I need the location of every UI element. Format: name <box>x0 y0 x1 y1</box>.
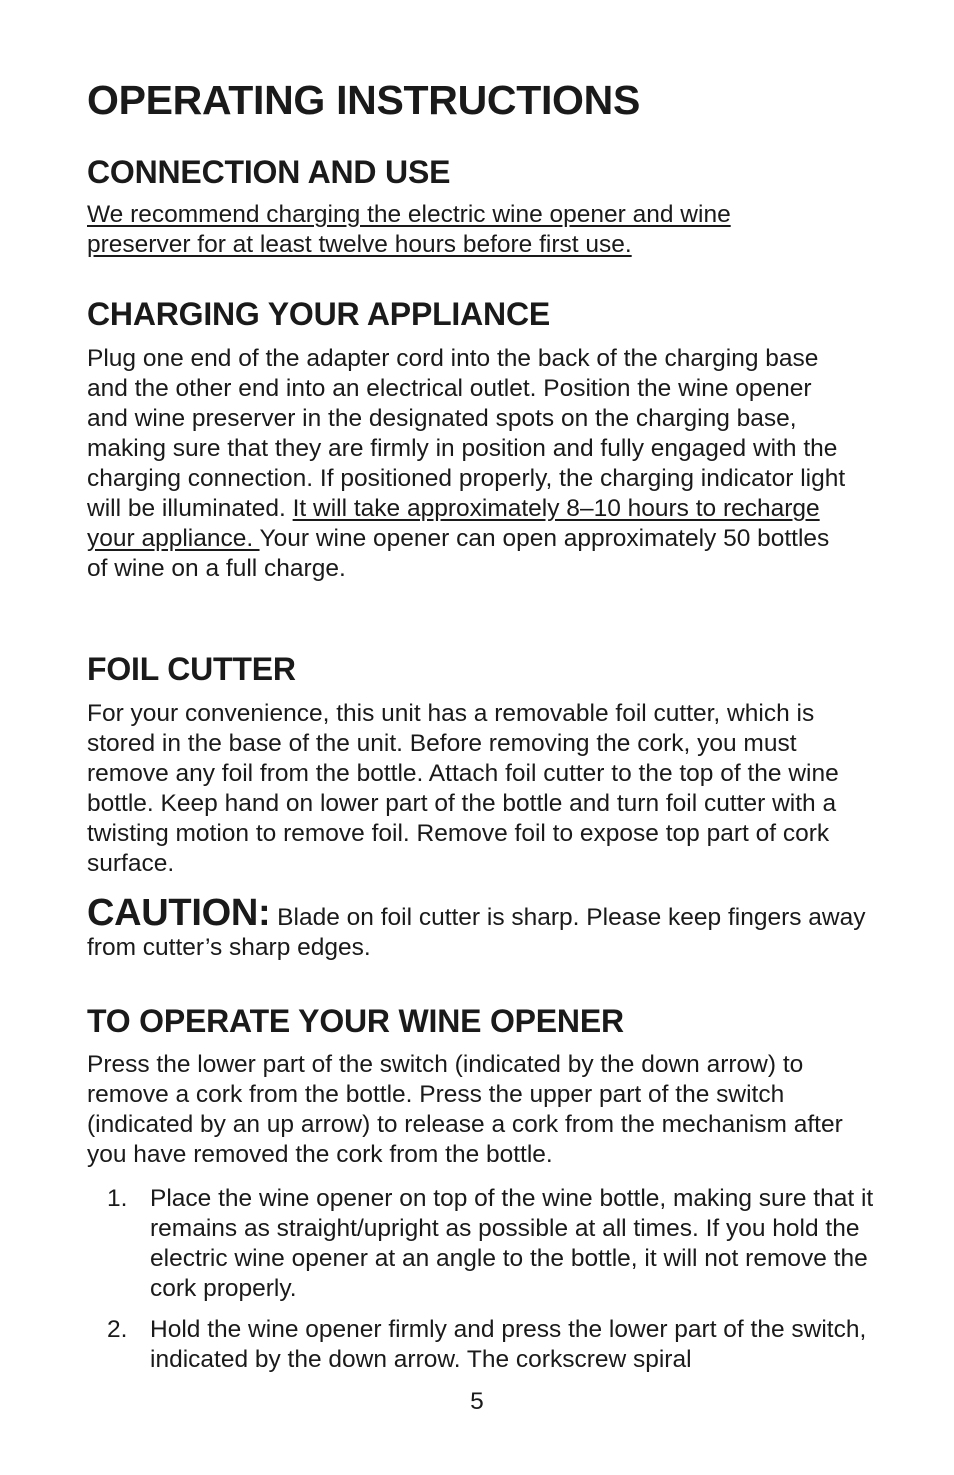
caution-label: CAUTION: <box>87 892 271 934</box>
list-item <box>87 1315 877 1375</box>
charging-body <box>87 344 852 584</box>
page-number: 5 <box>470 1388 484 1415</box>
foil-cutter-heading: FOIL CUTTER <box>87 651 296 687</box>
operate-body: Press the lower part of the switch (indicated by the down arrow) to remove a cork from the bottle. Press the upper part of the switch (indicated by an up arrow) to release a cork from the mechanism after you have removed the cork from the bottle. <box>87 1051 843 1168</box>
charging-body-start: Plug one end of the adapter cord into the back of the charging base and the other end into an electrical outlet. Position the wine opener and wine preserver in the designated spots on the charging base, making sure that they are firmly in position and fully engaged with the charging connection. If positioned properly, the charging indicator light will be illuminated. <box>87 345 846 522</box>
connection-heading: CONNECTION AND USE <box>87 154 451 190</box>
charging-heading: CHARGING YOUR APPLIANCE <box>87 296 550 332</box>
page-title: OPERATING INSTRUCTIONS <box>87 77 640 123</box>
list-item-text: Hold the wine opener firmly and press the lower part of the switch, indicated by the down arrow. The corkscrew spiral <box>150 1316 867 1373</box>
operate-steps <box>87 1184 877 1375</box>
list-item <box>87 1184 877 1304</box>
charging-body-underlined: It will take approximately 8–10 hours to recharge your appliance. <box>87 495 820 552</box>
caution-text: Blade on foil cutter is sharp. Please keep fingers away from cutter’s sharp edges. <box>87 904 866 961</box>
operate-heading: TO OPERATE YOUR WINE OPENER <box>87 1003 624 1039</box>
list-item-text: Place the wine opener on top of the wine bottle, making sure that it remains as straight/upright as possible at all times. If you hold the electric wine opener at an angle to the bottle, it will not remove the cork properly. <box>150 1185 874 1302</box>
list-item-number: 1. <box>107 1185 128 1212</box>
caution-note <box>87 892 877 963</box>
charging-body-end: Your wine opener can open approximately 50 bottles of wine on a full charge. <box>87 525 830 582</box>
foil-cutter-body: For your convenience, this unit has a removable foil cutter, which is stored in the base of the unit. Before removing the cork, you must remove any foil from the bottle. Attach foil cutter to the top of the wine bottle. Keep hand on lower part of the bottle and turn foil cutter with a twisting motion to remove foil. Remove foil to expose top part of cork surface. <box>87 700 839 877</box>
list-item-number: 2. <box>107 1316 128 1343</box>
connection-body: We recommend charging the electric wine opener and wine preserver for at least twelve hours before first use. <box>87 201 731 258</box>
